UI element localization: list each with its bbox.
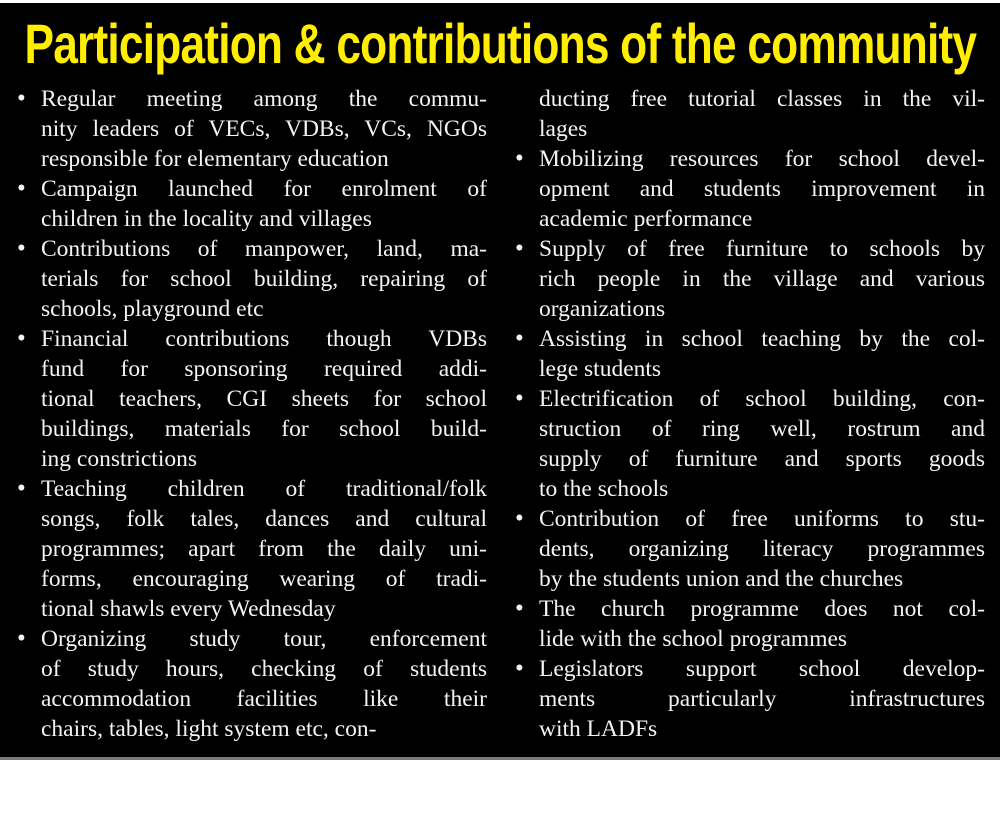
text-line: responsible for elementary education — [41, 146, 389, 172]
item-text — [539, 654, 985, 744]
text-line: terials for school building, repairing of — [41, 266, 487, 292]
bullet-dot: • — [515, 505, 524, 532]
column-right — [515, 84, 985, 744]
column-left — [17, 84, 487, 744]
text-line: schools, playground etc — [41, 296, 264, 322]
text-line: tional teachers, CGI sheets for school — [41, 386, 487, 412]
text-line: supply of furniture and sports goods — [539, 446, 985, 472]
bullet-dot: • — [17, 475, 26, 502]
text-line: ments particularly infrastructures — [539, 686, 985, 712]
text-line: with LADFs — [539, 716, 658, 742]
list-item — [515, 324, 985, 384]
item-text — [539, 384, 985, 504]
text-line: Mobilizing resources for school devel- — [539, 146, 985, 172]
text-line: Campaign launched for enrolment of — [41, 176, 487, 202]
title-row — [0, 3, 1000, 78]
text-line: struction of ring well, rostrum and — [539, 416, 985, 442]
text-line: children in the locality and villages — [41, 206, 372, 232]
text-line: organizations — [539, 296, 666, 322]
text-line: Teaching children of traditional/folk — [41, 476, 487, 502]
text-line: Regular meeting among the commu- — [41, 86, 487, 112]
list-item — [17, 474, 487, 624]
bullet-dot: • — [515, 595, 524, 622]
bullet-dot: • — [17, 625, 26, 652]
text-line: lege students — [539, 356, 662, 382]
bullet-spacer — [515, 84, 539, 144]
text-line: Assisting in school teaching by the col- — [539, 326, 985, 352]
list-item — [515, 594, 985, 654]
text-line: lide with the school programmes — [539, 626, 848, 652]
item-text — [41, 624, 487, 744]
list-item — [17, 324, 487, 474]
text-line: by the students union and the churches — [539, 566, 904, 592]
item-text — [539, 594, 985, 654]
list-item — [515, 654, 985, 744]
bullet-dot: • — [17, 175, 26, 202]
text-line: to the schools — [539, 476, 669, 502]
text-line: Organizing study tour, enforcement — [41, 626, 487, 652]
bullet-dot: • — [515, 145, 524, 172]
text-line: Contribution of free uniforms to stu- — [539, 506, 985, 532]
text-line: rich people in the village and various — [539, 266, 985, 292]
item-text — [41, 84, 487, 174]
bullet-dot: • — [515, 325, 524, 352]
list-item — [515, 234, 985, 324]
item-text — [41, 324, 487, 474]
bullet-dot: • — [515, 235, 524, 262]
list-item — [17, 234, 487, 324]
text-line: Contributions of manpower, land, ma- — [41, 236, 487, 262]
item-text — [539, 324, 985, 384]
text-line: Financial contributions though VDBs — [41, 326, 487, 352]
text-line: Legislators support school develop- — [539, 656, 985, 682]
text-line: Electrification of school building, con- — [539, 386, 985, 412]
text-line: ing constrictions — [41, 446, 197, 472]
page-title: Participation & contributions of the community — [24, 12, 976, 75]
bullet-dot: • — [515, 655, 524, 682]
text-line: fund for sponsoring required addi- — [41, 356, 487, 382]
bullet-dot: • — [515, 385, 524, 412]
list-item — [515, 144, 985, 234]
page — [0, 3, 1000, 823]
bullet-dot: • — [17, 235, 26, 262]
list-item — [515, 384, 985, 504]
text-line: academic performance — [539, 206, 753, 232]
item-text — [539, 84, 985, 144]
bullet-dot: • — [17, 85, 26, 112]
text-line: tional shawls every Wednesday — [41, 596, 336, 622]
text-line: opment and students improvement in — [539, 176, 985, 202]
text-line: Supply of free furniture to schools by — [539, 236, 985, 262]
text-line: accommodation facilities like their — [41, 686, 487, 712]
text-line: ducting free tutorial classes in the vil- — [539, 86, 985, 112]
text-line: lages — [539, 116, 588, 142]
list-item-continuation — [515, 84, 985, 144]
item-text — [539, 144, 985, 234]
text-line: songs, folk tales, dances and cultural — [41, 506, 487, 532]
text-line: dents, organizing literacy programmes — [539, 536, 985, 562]
list-item — [17, 624, 487, 744]
text-line: The church programme does not col- — [539, 596, 985, 622]
text-line: nity leaders of VECs, VDBs, VCs, NGOs — [41, 116, 487, 142]
item-text — [41, 174, 487, 234]
bullet-dot: • — [17, 325, 26, 352]
list-item — [17, 174, 487, 234]
list-item — [515, 504, 985, 594]
slide — [0, 3, 1000, 760]
text-line: forms, encouraging wearing of tradi- — [41, 566, 487, 592]
list-item — [17, 84, 487, 174]
text-line: programmes; apart from the daily uni- — [41, 536, 487, 562]
item-text — [539, 234, 985, 324]
text-line: chairs, tables, light system etc, con- — [41, 716, 377, 742]
item-text — [41, 234, 487, 324]
bullet-list — [0, 78, 1000, 744]
item-text — [41, 474, 487, 624]
item-text — [539, 504, 985, 594]
text-line: buildings, materials for school build- — [41, 416, 487, 442]
text-line: of study hours, checking of students — [41, 656, 487, 682]
